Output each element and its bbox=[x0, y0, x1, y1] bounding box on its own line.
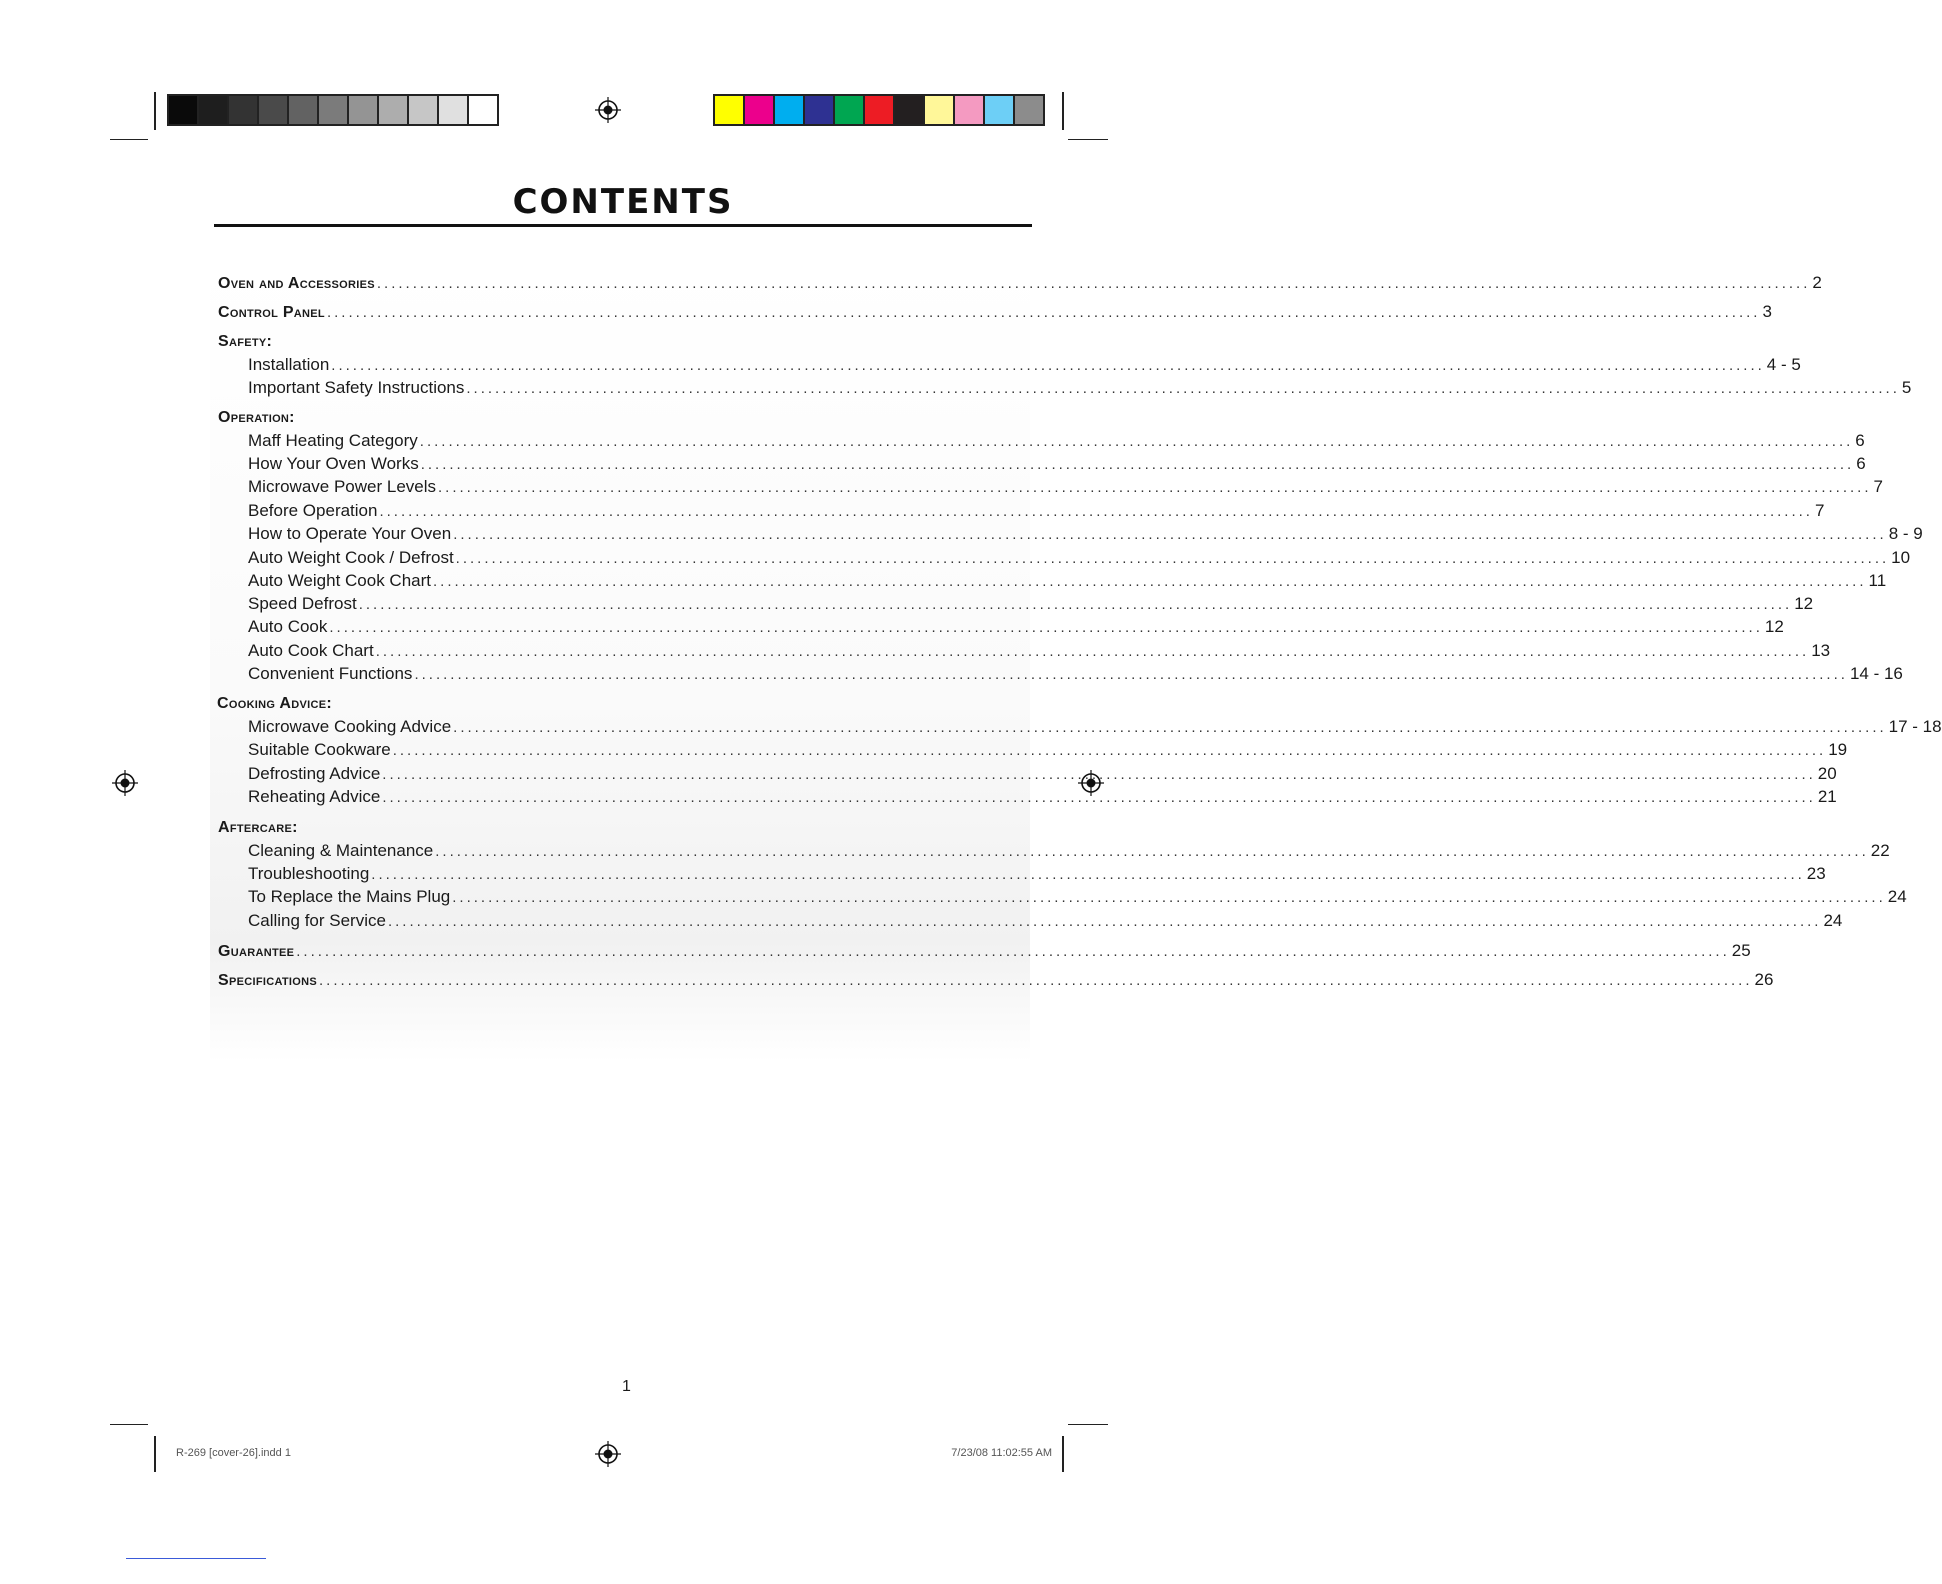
gray-swatch-8 bbox=[379, 96, 409, 124]
crop-mark-top-left-h bbox=[110, 139, 148, 140]
crop-mark-bottom-left-h bbox=[110, 1424, 148, 1425]
section-heading-aftercare: Aftercare: bbox=[218, 819, 298, 836]
toc-entry-auto-cook[interactable]: Auto Cook ........................................................................................................................................................................................................ 12 bbox=[248, 617, 1784, 636]
section-heading-cooking-advice: Cooking Advice: bbox=[217, 695, 333, 712]
gray-swatch-9 bbox=[409, 96, 439, 124]
toc-entry-cleaning[interactable]: Cleaning & Maintenance ........................................................................................................................................................................................................ 22 bbox=[248, 841, 1890, 860]
section-heading-safety: Safety: bbox=[218, 333, 273, 350]
toc-entry-mains-plug[interactable]: To Replace the Mains Plug ........................................................................................................................................................................................................ 24 bbox=[248, 887, 1907, 906]
toc-entry-defrosting-advice[interactable]: Defrosting Advice ........................................................................................................................................................................................................ 20 bbox=[248, 764, 1837, 783]
toc-entry-power-levels[interactable]: Microwave Power Levels ........................................................................................................................................................................................................ 7 bbox=[248, 477, 1883, 496]
registration-mark-icon bbox=[595, 97, 621, 123]
gray-swatch-3 bbox=[229, 96, 259, 124]
gray-swatch-1 bbox=[169, 96, 199, 124]
toc-entry-microwave-cooking-advice[interactable]: Microwave Cooking Advice ........................................................................................................................................................................................................ 17 - 18 bbox=[248, 717, 1942, 736]
toc-entry-how-to-operate[interactable]: How to Operate Your Oven ........................................................................................................................................................................................................ 8 - 9 bbox=[248, 524, 1923, 543]
toc-entry-specifications[interactable]: Specifications ........................................................................................................................................................................................................ 26 bbox=[218, 970, 1774, 989]
color-swatch-3 bbox=[775, 96, 805, 124]
gray-swatch-7 bbox=[349, 96, 379, 124]
process-color-bar bbox=[713, 94, 1045, 126]
toc-entry-maff-heating[interactable]: Maff Heating Category ........................................................................................................................................................................................................ 6 bbox=[248, 431, 1865, 450]
toc-entry-suitable-cookware[interactable]: Suitable Cookware ........................................................................................................................................................................................................ 19 bbox=[248, 740, 1848, 759]
gray-swatch-5 bbox=[289, 96, 319, 124]
color-swatch-2 bbox=[745, 96, 775, 124]
color-swatch-4 bbox=[805, 96, 835, 124]
crop-mark-bottom-left bbox=[154, 1436, 156, 1472]
title-rule bbox=[214, 224, 1032, 227]
toc-entry-control-panel[interactable]: Control Panel ........................................................................................................................................................................................................ 3 bbox=[218, 302, 1772, 321]
toc-entry-speed-defrost[interactable]: Speed Defrost ........................................................................................................................................................................................................ 12 bbox=[248, 594, 1814, 613]
toc-entry-convenient-functions[interactable]: Convenient Functions ........................................................................................................................................................................................................ 14 - 16 bbox=[248, 664, 1903, 683]
footer-timestamp: 7/23/08 11:02:55 AM bbox=[951, 1447, 1052, 1459]
toc-entry-how-oven-works[interactable]: How Your Oven Works ........................................................................................................................................................................................................ 6 bbox=[248, 454, 1866, 473]
toc-entry-oven-accessories[interactable]: Oven and Accessories ........................................................................................................................................................................................................ 2 bbox=[218, 273, 1822, 292]
link-underline bbox=[126, 1558, 266, 1559]
gray-swatch-4 bbox=[259, 96, 289, 124]
color-swatch-11 bbox=[1015, 96, 1043, 124]
toc-entry-before-operation[interactable]: Before Operation ........................................................................................................................................................................................................ 7 bbox=[248, 501, 1825, 520]
toc-entry-guarantee[interactable]: Guarantee ........................................................................................................................................................................................................ 25 bbox=[218, 941, 1751, 960]
toc-entry-calling-service[interactable]: Calling for Service ........................................................................................................................................................................................................ 24 bbox=[248, 911, 1843, 930]
crop-mark-bottom-right bbox=[1062, 1436, 1064, 1472]
footer-filename: R-269 [cover-26].indd 1 bbox=[176, 1447, 291, 1459]
page-number: 1 bbox=[622, 1378, 631, 1395]
toc-entry-important-safety[interactable]: Important Safety Instructions ........................................................................................................................................................................................................ 5 bbox=[248, 378, 1912, 397]
color-swatch-5 bbox=[835, 96, 865, 124]
color-swatch-8 bbox=[925, 96, 955, 124]
toc-entry-reheating-advice[interactable]: Reheating Advice ........................................................................................................................................................................................................ 21 bbox=[248, 787, 1837, 806]
section-heading-operation: Operation: bbox=[218, 409, 295, 426]
toc-entry-troubleshooting[interactable]: Troubleshooting ........................................................................................................................................................................................................ 23 bbox=[248, 864, 1826, 883]
color-swatch-9 bbox=[955, 96, 985, 124]
color-swatch-6 bbox=[865, 96, 895, 124]
color-swatch-7 bbox=[895, 96, 925, 124]
page-title: CONTENTS bbox=[512, 182, 734, 222]
toc-entry-auto-weight-chart[interactable]: Auto Weight Cook Chart ........................................................................................................................................................................................................ 11 bbox=[248, 571, 1887, 590]
gray-swatch-11 bbox=[469, 96, 497, 124]
gray-swatch-10 bbox=[439, 96, 469, 124]
crop-mark-bottom-right-h bbox=[1068, 1424, 1108, 1425]
crop-mark-top-right bbox=[1062, 92, 1064, 130]
color-swatch-1 bbox=[715, 96, 745, 124]
gray-swatch-2 bbox=[199, 96, 229, 124]
gray-swatch-6 bbox=[319, 96, 349, 124]
crop-mark-top-left bbox=[154, 92, 156, 130]
color-swatch-10 bbox=[985, 96, 1015, 124]
toc-entry-installation[interactable]: Installation ........................................................................................................................................................................................................ 4 - 5 bbox=[248, 355, 1801, 374]
toc-entry-auto-weight-cook[interactable]: Auto Weight Cook / Defrost ........................................................................................................................................................................................................ 10 bbox=[248, 548, 1911, 567]
grayscale-color-bar bbox=[167, 94, 499, 126]
toc-entry-auto-cook-chart[interactable]: Auto Cook Chart ........................................................................................................................................................................................................ 13 bbox=[248, 641, 1831, 660]
crop-mark-top-right-h bbox=[1068, 139, 1108, 140]
registration-mark-icon bbox=[595, 1441, 621, 1467]
registration-mark-icon bbox=[112, 770, 138, 796]
